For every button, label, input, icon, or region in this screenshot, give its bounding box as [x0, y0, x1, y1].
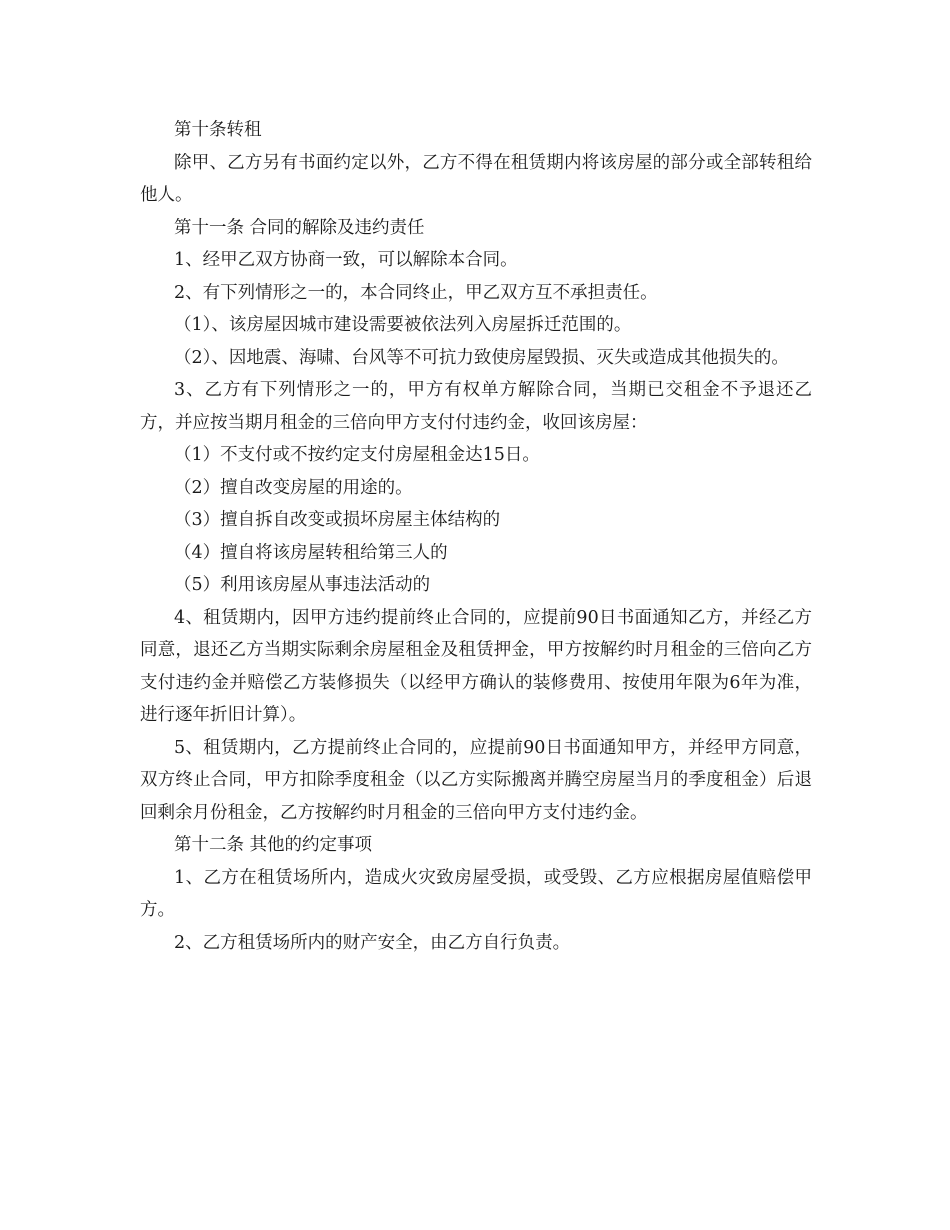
list-item: （4）擅自将该房屋转租给第三人的: [174, 542, 448, 563]
article-10-heading: 第十条转租: [174, 120, 262, 140]
list-item: （3）擅自拆自改变或损坏房屋主体结构的: [174, 510, 501, 530]
article-12-heading: 第十二条 其他的约定事项: [174, 835, 373, 855]
list-item: （2）、因地震、海啸、台风等不可抗力致使房屋毁损、灭失或造成其他损失的。: [174, 347, 789, 368]
paragraph: 2、有下列情形之一的，本合同终止，甲乙双方互不承担责任。: [174, 282, 658, 303]
paragraph: 除甲、乙方另有书面约定以外，乙方不得在租赁期内将该房屋的部分或全部转租给他人。: [140, 152, 812, 205]
document-body: [140, 114, 812, 959]
paragraph: 4、租赁期内，因甲方违约提前终止合同的，应提前90日书面通知乙方，并经乙方同意，退还乙方当期实际剩余房屋租金及租赁押金，甲方按解约时月租金的三倍向乙方支付违约金并赔偿乙方装修损失（以经甲方确认的装修费用、按使用年限为6年为准，进行逐年折旧计算）。: [140, 607, 812, 725]
paragraph: 1、经甲乙双方协商一致，可以解除本合同。: [174, 250, 518, 270]
list-item: （5）利用该房屋从事违法活动的: [174, 575, 431, 595]
article-11-heading: 第十一条 合同的解除及违约责任: [174, 217, 425, 238]
list-item: （2）擅自改变房屋的用途的。: [174, 477, 413, 498]
list-item: （1）不支付或不按约定支付房屋租金达15日。: [174, 445, 540, 465]
list-item: （1）、该房屋因城市建设需要被依法列入房屋拆迁范围的。: [174, 315, 632, 335]
paragraph: 5、租赁期内，乙方提前终止合同的，应提前90日书面通知甲方，并经甲方同意，双方终止合同，甲方扣除季度租金（以乙方实际搬离并腾空房屋当月的季度租金）后退回剩余月份租金，乙方按解约时月租金的三倍向甲方支付违约金。: [140, 737, 812, 823]
paragraph: 1、乙方在租赁场所内，造成火灾致房屋受损，或受毁、乙方应根据房屋值赔偿甲方。: [140, 867, 812, 920]
paragraph: 2、乙方租赁场所内的财产安全，由乙方自行负责。: [174, 932, 571, 953]
paragraph: 3、乙方有下列情形之一的，甲方有权单方解除合同，当期已交租金不予退还乙方，并应按当期月租金的三倍向甲方支付付违约金，收回该房屋：: [140, 380, 812, 433]
